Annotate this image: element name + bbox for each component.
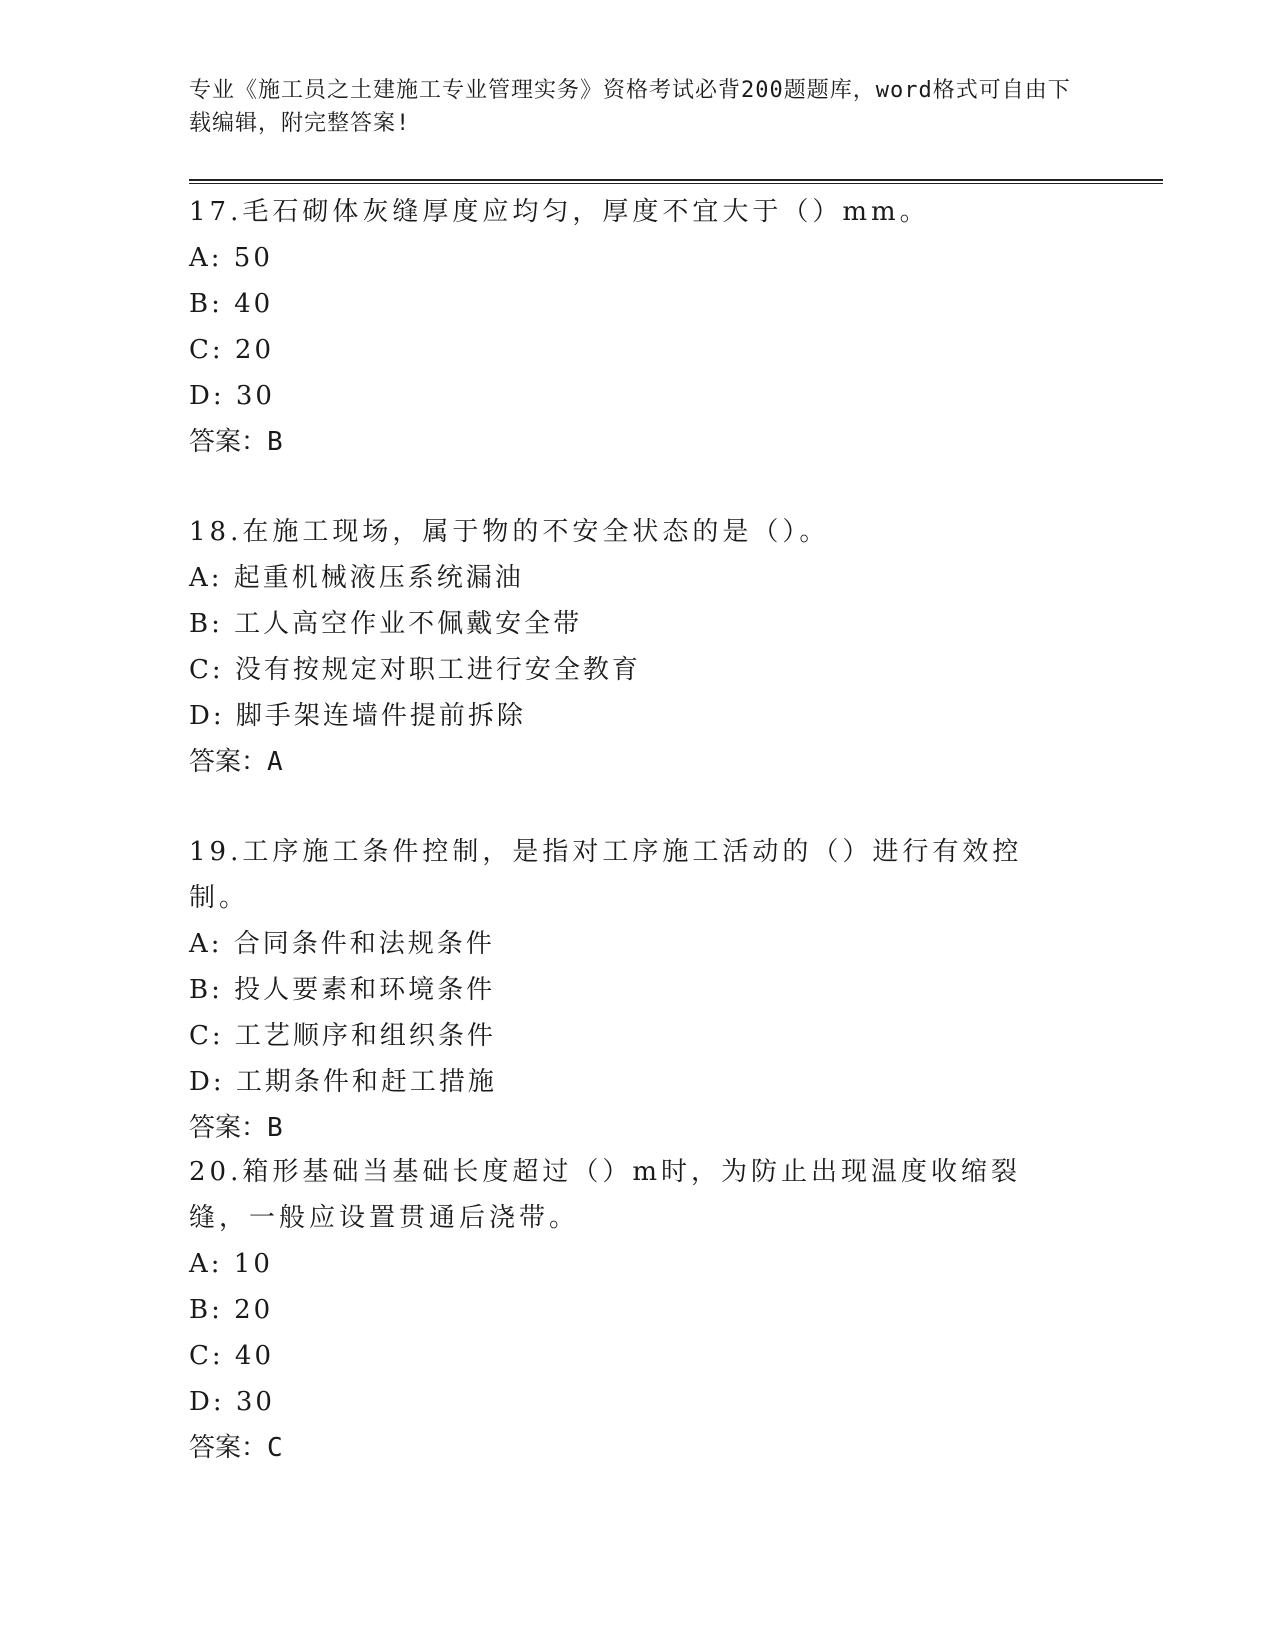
option-c: C: 没有按规定对职工进行安全教育 [189, 655, 641, 685]
question-block [189, 829, 1069, 1151]
question-block [189, 189, 1069, 465]
option-b: B: 工人高空作业不佩戴安全带 [189, 609, 583, 639]
question-title: 20.箱形基础当基础长度超过（）m时，为防止出现温度收缩裂缝，一般应设置贯通后浇带。 [189, 1157, 1022, 1233]
option-a: A: 合同条件和法规条件 [189, 929, 495, 959]
option-b: B: 20 [189, 1295, 274, 1325]
document-header: 专业《施工员之土建施工专业管理实务》资格考试必背200题题库，word格式可自由下载编辑，附完整答案! [189, 78, 1071, 136]
option-c: C: 工艺顺序和组织条件 [189, 1021, 496, 1051]
option-c: C: 20 [189, 335, 275, 365]
option-d: D: 工期条件和赶工措施 [189, 1067, 497, 1097]
question-block [189, 1149, 1069, 1471]
option-d: D: 30 [189, 381, 275, 411]
option-b: B: 投人要素和环境条件 [189, 975, 496, 1005]
option-a: A: 50 [189, 243, 273, 273]
answer: 答案：B [189, 1113, 283, 1143]
option-a: A: 起重机械液压系统漏油 [189, 563, 524, 593]
answer: 答案：A [189, 747, 283, 777]
answer: 答案：C [189, 1433, 283, 1463]
answer: 答案：B [189, 427, 283, 457]
option-d: D: 脚手架连墙件提前拆除 [189, 701, 526, 731]
option-d: D: 30 [189, 1387, 275, 1417]
question-title: 18.在施工现场，属于物的不安全状态的是（）。 [189, 517, 830, 547]
option-a: A: 10 [189, 1249, 273, 1279]
header-divider [189, 179, 1163, 184]
question-title: 17.毛石砌体灰缝厚度应均匀，厚度不宜大于（）mm。 [189, 197, 930, 227]
option-b: B: 40 [189, 289, 274, 319]
question-title: 19.工序施工条件控制，是指对工序施工活动的（）进行有效控制。 [189, 837, 1023, 913]
option-c: C: 40 [189, 1341, 275, 1371]
question-block [189, 509, 1069, 785]
